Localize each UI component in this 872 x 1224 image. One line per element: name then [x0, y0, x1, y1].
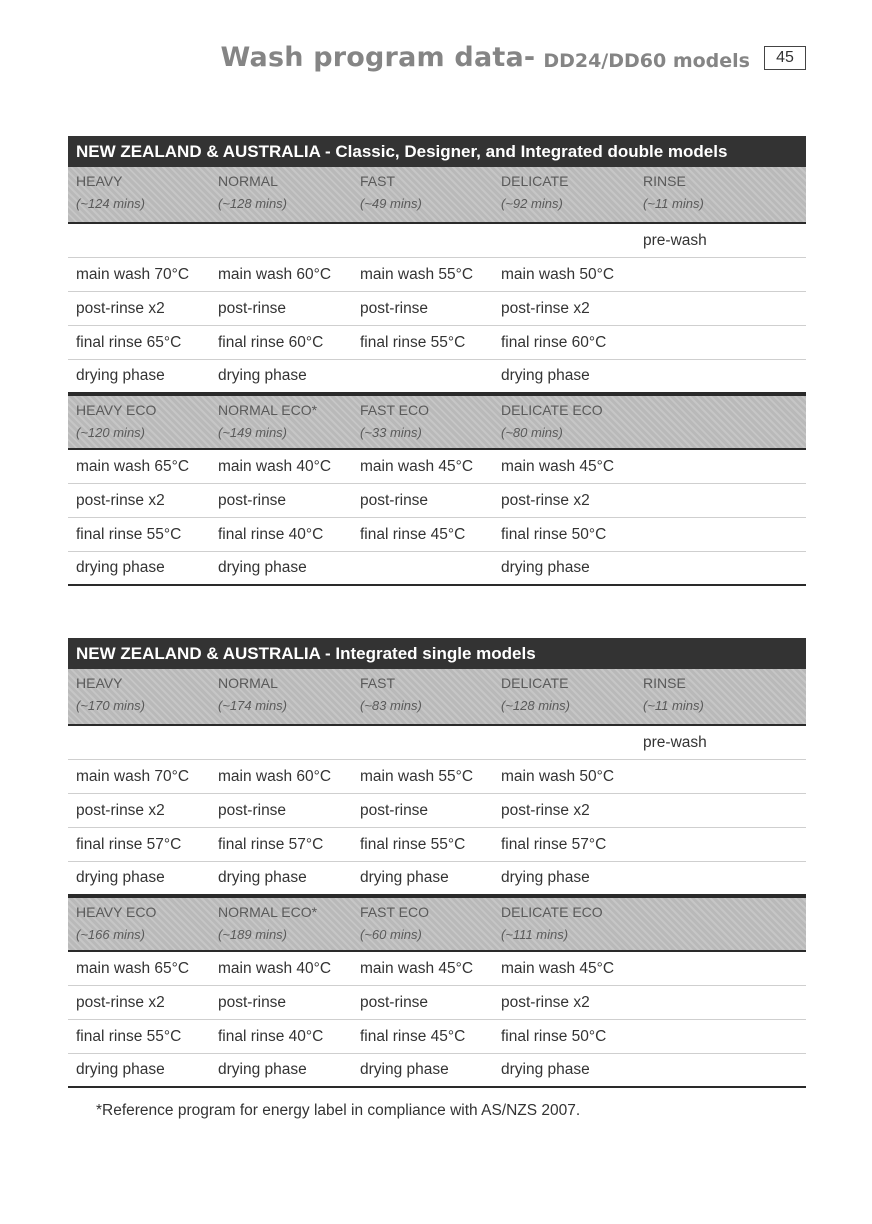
- table-row: [68, 552, 806, 586]
- table-row: [68, 484, 806, 518]
- table-cell: post-rinse x2: [501, 299, 590, 317]
- program-header-row: [68, 669, 806, 726]
- table-cell: main wash 40°C: [218, 457, 332, 475]
- program-header-cell: [635, 396, 806, 448]
- program-duration: (~149 mins): [218, 425, 287, 440]
- program-name: FAST ECO: [360, 402, 429, 418]
- program-duration: (~170 mins): [76, 698, 145, 713]
- program-name: HEAVY ECO: [76, 904, 157, 920]
- table-cell: final rinse 57°C: [218, 835, 324, 853]
- program-header-cell: [493, 669, 635, 724]
- program-header-cell: [352, 898, 493, 950]
- wash-table-double-models: [68, 136, 806, 586]
- table-row: [68, 794, 806, 828]
- table-cell: main wash 45°C: [501, 959, 615, 977]
- program-header-cell: [210, 898, 352, 950]
- program-header-cell: [493, 396, 635, 448]
- program-name: HEAVY: [76, 675, 123, 691]
- table-cell: final rinse 65°C: [76, 333, 182, 351]
- table-cell: main wash 65°C: [76, 959, 190, 977]
- table-cell: main wash 50°C: [501, 265, 615, 283]
- eco-program-header-row: [68, 896, 806, 952]
- table-cell: post-rinse: [360, 299, 429, 317]
- table-cell: main wash 45°C: [360, 457, 474, 475]
- program-header-cell: [493, 898, 635, 950]
- table-cell: main wash 40°C: [218, 959, 332, 977]
- page-number: 45: [764, 46, 806, 70]
- table-row: [68, 726, 806, 760]
- program-duration: (~120 mins): [76, 425, 145, 440]
- table-cell: drying phase: [218, 869, 307, 886]
- program-name: DELICATE ECO: [501, 904, 603, 920]
- table-cell: post-rinse x2: [501, 801, 590, 819]
- table-cell: final rinse 50°C: [501, 525, 607, 543]
- program-name: NORMAL: [218, 675, 278, 691]
- program-header-cell: [352, 669, 493, 724]
- table-cell: final rinse 40°C: [218, 525, 324, 543]
- program-name: [643, 402, 806, 422]
- table-row: [68, 292, 806, 326]
- program-header-cell: [68, 898, 210, 950]
- table-row: [68, 828, 806, 862]
- program-header-cell: [210, 167, 352, 222]
- program-name: RINSE: [643, 675, 686, 691]
- table-cell: final rinse 60°C: [501, 333, 607, 351]
- table-cell: main wash 45°C: [360, 959, 474, 977]
- table-cell: post-rinse: [360, 993, 429, 1011]
- page-subtitle: DD24/DD60 models: [543, 49, 750, 72]
- table-cell: final rinse 55°C: [360, 333, 466, 351]
- table-cell: drying phase: [501, 367, 590, 384]
- table-cell: post-rinse: [218, 993, 287, 1011]
- table-title: NEW ZEALAND & AUSTRALIA - Integrated single models: [68, 638, 806, 669]
- program-header-cell: [352, 396, 493, 448]
- table-cell: final rinse 55°C: [76, 1027, 182, 1045]
- wash-table-single-models: [68, 638, 806, 1088]
- program-duration: (~111 mins): [501, 927, 569, 942]
- program-duration: (~83 mins): [360, 698, 422, 713]
- table-cell: drying phase: [360, 1061, 449, 1078]
- program-name: HEAVY: [76, 173, 123, 189]
- table-row: [68, 1054, 806, 1088]
- table-cell: drying phase: [501, 1061, 590, 1078]
- table-title: NEW ZEALAND & AUSTRALIA - Classic, Designer, and Integrated double models: [68, 136, 806, 167]
- program-name: [643, 904, 806, 924]
- table-cell: main wash 55°C: [360, 767, 474, 785]
- program-header-cell: [635, 669, 806, 724]
- program-name: NORMAL: [218, 173, 278, 189]
- table-cell: main wash 60°C: [218, 767, 332, 785]
- table-cell: main wash 50°C: [501, 767, 615, 785]
- program-duration: (~189 mins): [218, 927, 287, 942]
- program-header-cell: [635, 898, 806, 950]
- page-header: [0, 42, 806, 73]
- program-header-cell: [210, 669, 352, 724]
- table-cell: drying phase: [501, 559, 590, 576]
- table-cell: drying phase: [76, 559, 165, 576]
- program-duration: (~11 mins): [643, 698, 704, 713]
- table-cell: final rinse 57°C: [501, 835, 607, 853]
- page-title: Wash program data-: [220, 42, 536, 73]
- program-name: NORMAL ECO*: [218, 904, 318, 920]
- table-row: [68, 862, 806, 896]
- table-cell: main wash 70°C: [76, 767, 190, 785]
- table-row: [68, 986, 806, 1020]
- table-cell: main wash 65°C: [76, 457, 190, 475]
- table-row: [68, 1020, 806, 1054]
- program-duration: (~128 mins): [218, 196, 287, 211]
- program-header-cell: [210, 396, 352, 448]
- table-cell: final rinse 45°C: [360, 525, 466, 543]
- table-cell: main wash 55°C: [360, 265, 474, 283]
- program-duration: (~11 mins): [643, 196, 704, 211]
- program-duration: (~166 mins): [76, 927, 145, 942]
- program-name: DELICATE: [501, 173, 569, 189]
- table-cell: drying phase: [76, 367, 165, 384]
- table-cell: post-rinse: [218, 801, 287, 819]
- table-cell: main wash 45°C: [501, 457, 615, 475]
- program-duration: (~124 mins): [76, 196, 145, 211]
- table-cell: drying phase: [218, 367, 307, 384]
- program-header-cell: [68, 396, 210, 448]
- program-name: FAST: [360, 675, 396, 691]
- table-row: [68, 760, 806, 794]
- table-cell: main wash 60°C: [218, 265, 332, 283]
- table-cell: pre-wash: [643, 231, 707, 249]
- program-duration: (~33 mins): [360, 425, 422, 440]
- program-duration: (~128 mins): [501, 698, 570, 713]
- program-name: FAST ECO: [360, 904, 429, 920]
- table-cell: main wash 70°C: [76, 265, 190, 283]
- table-row: [68, 518, 806, 552]
- table-row: [68, 952, 806, 986]
- table-cell: post-rinse x2: [76, 801, 165, 819]
- table-row: [68, 450, 806, 484]
- table-cell: final rinse 40°C: [218, 1027, 324, 1045]
- program-header-cell: [493, 167, 635, 222]
- table-cell: post-rinse x2: [501, 491, 590, 509]
- program-duration: (~174 mins): [218, 698, 287, 713]
- table-cell: drying phase: [76, 1061, 165, 1078]
- program-header-cell: [635, 167, 806, 222]
- program-name: RINSE: [643, 173, 686, 189]
- table-cell: drying phase: [501, 869, 590, 886]
- table-cell: drying phase: [360, 869, 449, 886]
- table-cell: post-rinse x2: [76, 299, 165, 317]
- program-name: HEAVY ECO: [76, 402, 157, 418]
- table-cell: final rinse 57°C: [76, 835, 182, 853]
- program-name: FAST: [360, 173, 396, 189]
- program-name: DELICATE ECO: [501, 402, 603, 418]
- program-header-cell: [68, 167, 210, 222]
- program-duration: (~60 mins): [360, 927, 422, 942]
- table-cell: post-rinse x2: [76, 491, 165, 509]
- program-duration: (~92 mins): [501, 196, 563, 211]
- program-name: NORMAL ECO*: [218, 402, 318, 418]
- table-cell: final rinse 60°C: [218, 333, 324, 351]
- table-cell: final rinse 50°C: [501, 1027, 607, 1045]
- table-cell: final rinse 55°C: [360, 835, 466, 853]
- program-header-cell: [68, 669, 210, 724]
- table-cell: post-rinse: [360, 491, 429, 509]
- table-cell: pre-wash: [643, 733, 707, 751]
- table-cell: final rinse 55°C: [76, 525, 182, 543]
- table-cell: post-rinse: [218, 299, 287, 317]
- program-header-row: [68, 167, 806, 224]
- table-cell: drying phase: [218, 1061, 307, 1078]
- table-cell: final rinse 45°C: [360, 1027, 466, 1045]
- table-row: [68, 258, 806, 292]
- program-duration: (~80 mins): [501, 425, 563, 440]
- table-cell: post-rinse x2: [76, 993, 165, 1011]
- footnote: *Reference program for energy label in compliance with AS/NZS 2007.: [96, 1102, 581, 1119]
- table-cell: drying phase: [76, 869, 165, 886]
- table-cell: drying phase: [218, 559, 307, 576]
- program-name: DELICATE: [501, 675, 569, 691]
- table-cell: post-rinse x2: [501, 993, 590, 1011]
- eco-program-header-row: [68, 394, 806, 450]
- program-header-cell: [352, 167, 493, 222]
- table-cell: post-rinse: [360, 801, 429, 819]
- table-cell: post-rinse: [218, 491, 287, 509]
- program-duration: (~49 mins): [360, 196, 422, 211]
- table-row: [68, 224, 806, 258]
- table-row: [68, 326, 806, 360]
- table-row: [68, 360, 806, 394]
